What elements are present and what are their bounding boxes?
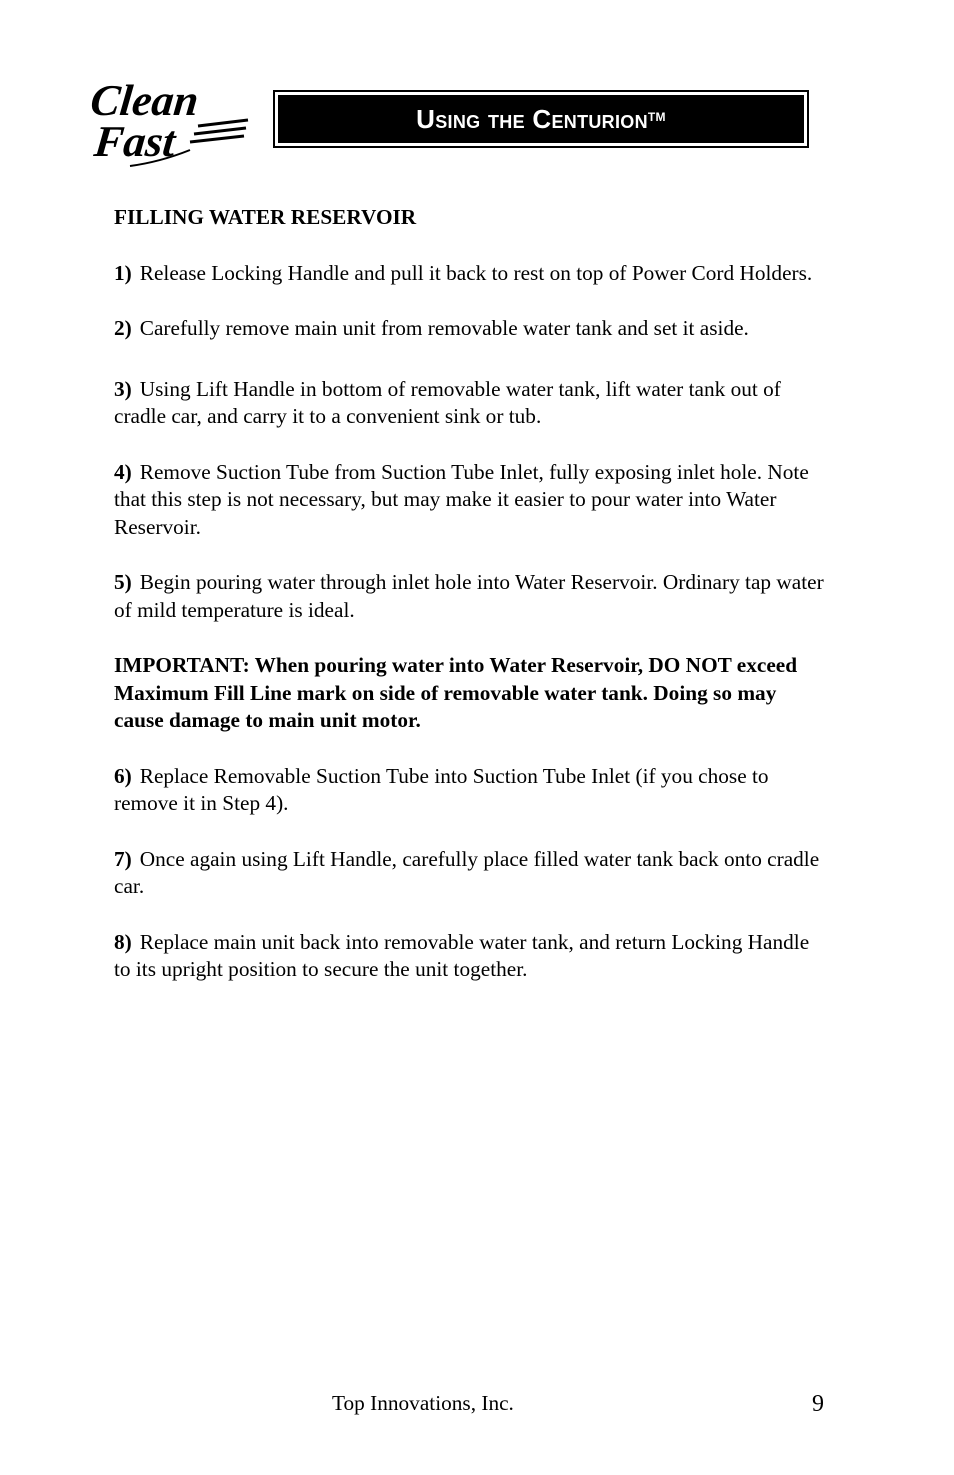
footer-company: Top Innovations, Inc. <box>332 1391 514 1415</box>
svg-text:Clean: Clean <box>90 76 201 125</box>
main-content <box>114 204 824 1012</box>
step-number: 4) <box>114 459 132 484</box>
step-text: Remove Suction Tube from Suction Tube Inlet, fully exposing inlet hole. Note that this step is not necessary, but may make it easier to pour water into Water Reservoir. <box>114 459 809 539</box>
step-number: 5) <box>114 570 132 594</box>
step-text: Replace main unit back into removable water tank, and return Locking Handle to its upright position to secure the unit together. <box>114 929 810 981</box>
step-4 <box>114 459 824 542</box>
step-1 <box>114 260 824 288</box>
step-text: Begin pouring water through inlet hole into Water Reservoir. Ordinary tap water of mild temperature is ideal. <box>114 570 824 622</box>
step-text: Release Locking Handle and pull it back to rest on top of Power Cord Holders. <box>139 260 813 285</box>
step-5 <box>114 569 824 624</box>
step-text: Carefully remove main unit from removable water tank and set it aside. <box>139 316 749 340</box>
step-7 <box>114 846 824 901</box>
step-6 <box>114 763 824 818</box>
step-2 <box>114 315 824 343</box>
step-text: Replace Removable Suction Tube into Suction Tube Inlet (if you chose to remove it in Step 4). <box>114 763 769 815</box>
step-number: 8) <box>114 929 132 954</box>
page-title-text: Using the Centurion <box>416 103 648 134</box>
page-title <box>278 95 804 143</box>
step-number: 3) <box>114 376 132 401</box>
step-text: Using Lift Handle in bottom of removable water tank, lift water tank out of cradle car, and carry it to a convenient sink or tub. <box>114 376 781 428</box>
page-title-box <box>273 90 809 148</box>
trademark-mark: TM <box>647 110 666 124</box>
clean-fast-logo <box>90 70 255 170</box>
step-number: 2) <box>114 316 132 340</box>
step-number: 6) <box>114 763 132 788</box>
step-8 <box>114 929 824 984</box>
step-number: 1) <box>114 260 132 285</box>
page-number: 9 <box>812 1391 824 1417</box>
svg-text:Fast: Fast <box>91 117 178 166</box>
step-text: Once again using Lift Handle, carefully place filled water tank back onto cradle car. <box>114 846 820 898</box>
step-3 <box>114 376 824 431</box>
step-number: 7) <box>114 846 132 871</box>
important-warning: IMPORTANT: When pouring water into Water Reservoir, DO NOT exceed Maximum Fill Line mark on side of removable water tank. Doing so may cause damage to main unit motor. <box>114 653 798 732</box>
section-heading: FILLING WATER RESERVOIR <box>114 205 417 229</box>
clean-fast-logo-graphic <box>90 70 255 170</box>
